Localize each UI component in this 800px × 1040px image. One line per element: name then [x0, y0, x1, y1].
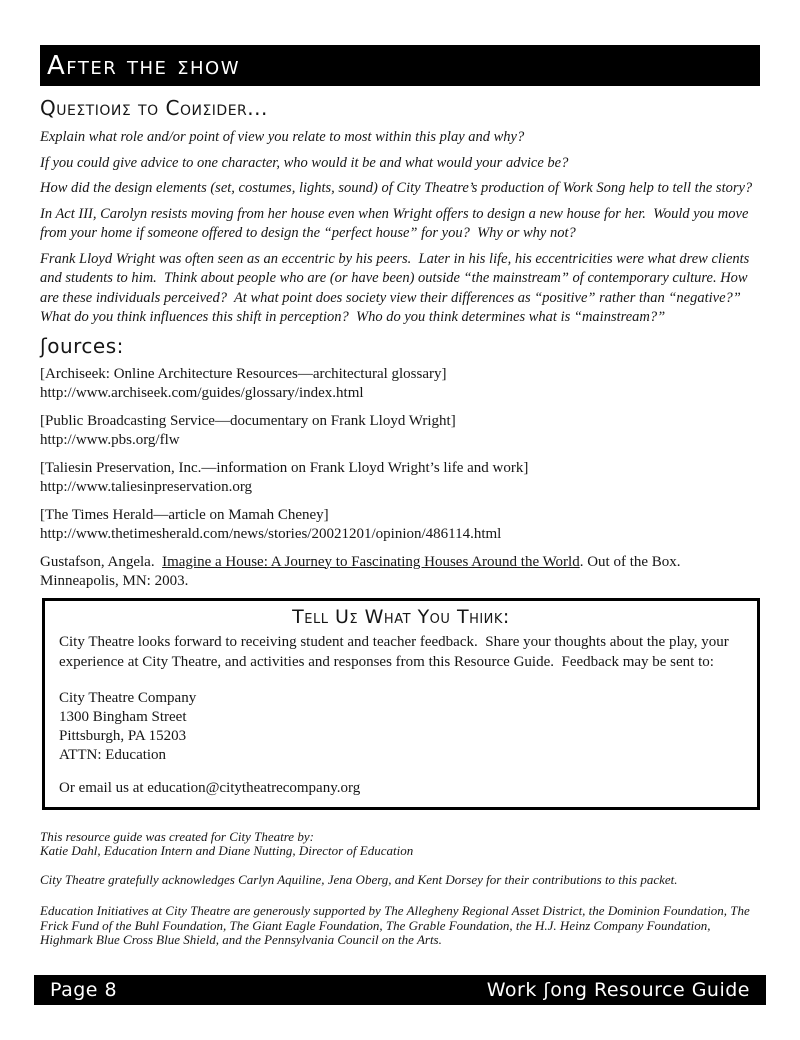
page-title: After the ʃhow [47, 50, 241, 81]
credits-created-line1: This resource guide was created for City Theatre by: [40, 828, 314, 844]
source-url: http://www.thetimesherald.com/news/stories/20021201/opinion/486114.html [40, 526, 502, 542]
address-line: 1300 Bingham Street [59, 708, 187, 725]
footer-guide-title: Work ʃong Resource Guide [486, 979, 750, 1001]
source-label: [Taliesin Preservation, Inc.—information on Frank Lloyd Wright’s life and work] [40, 459, 529, 476]
source-label: [Public Broadcasting Service—documentary on Frank Lloyd Wright] [40, 412, 456, 429]
footer-page-number: Page 8 [50, 979, 118, 1001]
question-item: Explain what role and/or point of view you relate to most within this play and why? [40, 129, 525, 145]
source-url: http://www.archiseek.com/guides/glossary/index.html [40, 385, 364, 401]
email-line: Or email us at education@citytheatrecompany.org [59, 779, 361, 796]
source-entry [40, 412, 760, 451]
address-line: ATTN: Education [59, 746, 167, 763]
sources-heading: ʃources: [40, 333, 124, 358]
source-url: http://www.taliesinpreservation.org [40, 479, 253, 495]
source-entry [40, 365, 760, 404]
credits-created-line2: Katie Dahl, Education Intern and Diane Nutting, Director of Education [40, 843, 414, 858]
credits-acknowledgement: City Theatre gratefully acknowledges Carlyn Aquiline, Jena Oberg, and Kent Dorsey for their contributions to this packet. [40, 871, 678, 887]
question-item: In Act III, Carolyn resists moving from her house even when Wright offers to design a new house for her. Would you move from your home if someone offered to design the “perfect house” for you? Why or why not? [40, 205, 753, 241]
question-item: If you could give advice to one character, who would it be and what would your advice be? [40, 154, 569, 171]
source-entry [40, 459, 760, 498]
address-line: Pittsburgh, PA 15203 [59, 727, 187, 744]
question-item: Frank Lloyd Wright was often seen as an eccentric by his peers. Later in his life, his eccentricities were what drew clients and students to him. Think about people who are (or have been) outside “the mainstream” of contemporary culture. How are these individuals perceived? At what point does society view their differences as “positive” rather than “negative?” What do you think influences this shift in perception? Who do you think determines what is “mainstream?” [40, 250, 753, 325]
credits-support: Education Initiatives at City Theatre are generously supported by The Allegheny Regional Asset District, the Dominion Foundation, The Frick Fund of the Buhl Foundation, The Giant Eagle Foundation, The Grable Foundation, the H.J. Heinz Company Foundation, Highmark Blue Cross Blue Shield, and the Pennsylvania Council on the Arts. [40, 903, 753, 947]
citation-suffix: . Out of the Box. Minneapolis, MN: 2003. [40, 553, 685, 589]
citation-book-title: Imagine a House: A Journey to Fascinating Houses Around the World [162, 553, 580, 570]
feedback-heading: Tell Uʃ What You Thiиk: [292, 605, 510, 628]
citation-prefix: Gustafson, Angela. [40, 553, 163, 570]
footer-bar [34, 975, 766, 1005]
source-entry [40, 506, 760, 545]
after-show-title-bar [40, 45, 760, 86]
feedback-intro: City Theatre looks forward to receiving student and teacher feedback. Share your thoughts about the play, your experience at City Theatre, and activities and responses from this Resource Guide. Feedback may be sent to: [59, 633, 733, 670]
address-line: City Theatre Company [59, 689, 197, 706]
question-item: How did the design elements (set, costumes, lights, sound) of City Theatre’s production of Work Song help to tell the story? [40, 180, 753, 196]
source-label: [Archiseek: Online Architecture Resources—architectural glossary] [40, 365, 447, 382]
source-url: http://www.pbs.org/flw [40, 432, 180, 448]
source-label: [The Times Herald—article on Mamah Cheney] [40, 506, 329, 523]
feedback-box [42, 598, 760, 810]
questions-heading: Queʃtioиʃ to Coиʃider... [40, 96, 268, 120]
book-citation [40, 553, 760, 592]
